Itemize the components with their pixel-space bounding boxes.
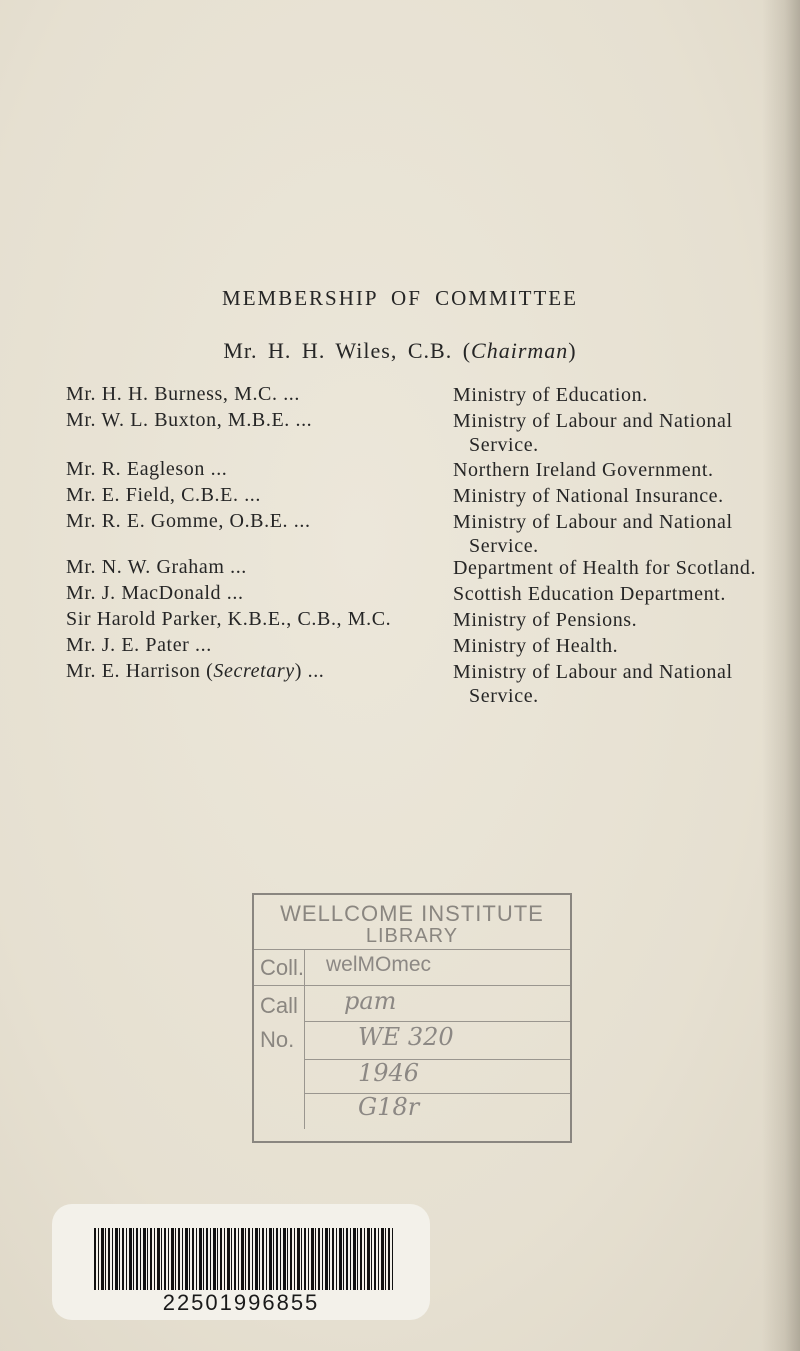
stamp-column-rule bbox=[304, 949, 305, 1129]
stamp-shelfmark: WE 320 bbox=[358, 1023, 454, 1051]
stamp-rule bbox=[304, 1059, 570, 1060]
chairman-line: Mr. H. H. Wiles, C.B. (Chairman) bbox=[223, 338, 577, 363]
member-department: Ministry of Labour and National bbox=[453, 511, 733, 533]
member-name: Mr. J. E. Pater bbox=[66, 634, 190, 656]
member-department-cont: Service. bbox=[469, 535, 539, 557]
document-page: MEMBERSHIP OF COMMITTEE Mr. H. H. Wiles, C.B. (Chairman) Mr. H. H. Burness, M.C. ... Ministry of Education. Mr. W. L. Buxton, M.B.E. ... Ministry of Labour and National Service. Mr. R. Eagleson ... Northern Ireland Government. Mr. E. Field, C.B.E. ... Ministry of National Insurance. Mr. R. E. Gomme, O.B.E. ... Ministry of Labour and National Service. Mr. N. W. Graham ... Department of Health for Scotland. Mr. J. MacDonald ... Scottish Education Department. Sir Harold Parker, K.B.E., C.B., M.C. Ministry of Pensions. Mr. J. E. Pater ... Ministry of Health. Mr. E. Harrison (Secretary) ... Ministry of Labour and National Service. WELLCOME INSTITUTE LIBRARY Coll. welMOmec Call pam No. WE 320 1946 G18r 22501996855 bbox=[0, 0, 800, 1351]
member-department: Ministry of Health. bbox=[453, 635, 619, 657]
stamp-rule bbox=[254, 985, 570, 986]
barcode-number: 22501996855 bbox=[162, 1290, 320, 1315]
member-name: Mr. E. Harrison bbox=[66, 660, 201, 682]
member-department: Scottish Education Department. bbox=[453, 583, 726, 605]
member-name: Mr. E. Field, C.B.E. bbox=[66, 484, 239, 506]
stamp-rule bbox=[304, 1093, 570, 1094]
member-department-cont: Service. bbox=[469, 685, 539, 707]
member-role: Secretary bbox=[213, 660, 295, 682]
stamp-year: 1946 bbox=[358, 1059, 420, 1087]
member-name: Mr. R. E. Gomme, O.B.E. bbox=[66, 510, 289, 532]
document-title: MEMBERSHIP OF COMMITTEE bbox=[222, 286, 578, 310]
stamp-cutter: G18r bbox=[358, 1093, 420, 1121]
stamp-rule bbox=[304, 1021, 570, 1022]
member-department: Department of Health for Scotland. bbox=[453, 557, 757, 579]
stamp-call-value: pam bbox=[344, 987, 397, 1015]
member-department: Northern Ireland Government. bbox=[453, 459, 714, 481]
stamp-no-label: No. bbox=[260, 1027, 295, 1052]
chairman-name: Mr. H. H. Wiles, C.B. bbox=[223, 338, 453, 363]
library-stamp bbox=[252, 893, 572, 1143]
member-department: Ministry of Labour and National bbox=[453, 661, 733, 683]
leader-dots: ... bbox=[210, 458, 228, 480]
member-name: Sir Harold Parker, K.B.E., C.B., M.C. bbox=[66, 608, 392, 630]
leader-dots: ... bbox=[295, 409, 313, 431]
barcode-label bbox=[52, 1204, 430, 1320]
leader-dots: ... bbox=[195, 634, 212, 656]
chairman-role: Chairman bbox=[471, 338, 569, 363]
stamp-coll-value: welMOmec bbox=[326, 953, 432, 976]
member-name: Mr. H. H. Burness, M.C. bbox=[66, 383, 278, 405]
member-department: Ministry of Pensions. bbox=[453, 609, 638, 631]
member-name: Mr. N. W. Graham bbox=[66, 556, 225, 578]
member-name: Mr. W. L. Buxton, M.B.E. bbox=[66, 409, 290, 431]
member-name: Mr. R. Eagleson bbox=[66, 458, 205, 480]
stamp-library: LIBRARY bbox=[365, 925, 459, 947]
stamp-rule bbox=[254, 949, 570, 950]
leader-dots: ... bbox=[244, 484, 261, 506]
member-department: Ministry of National Insurance. bbox=[453, 485, 724, 507]
member-name: Mr. J. MacDonald bbox=[66, 582, 222, 604]
leader-dots: ... bbox=[307, 660, 325, 682]
barcode-icon bbox=[94, 1228, 394, 1290]
stamp-institute: WELLCOME INSTITUTE bbox=[280, 901, 544, 926]
leader-dots: ... bbox=[283, 383, 301, 405]
member-department-cont: Service. bbox=[469, 434, 539, 456]
leader-dots: ... bbox=[293, 510, 311, 532]
stamp-coll-label: Coll. bbox=[260, 955, 305, 980]
member-department: Ministry of Labour and National bbox=[453, 410, 733, 432]
member-department: Ministry of Education. bbox=[453, 384, 648, 406]
leader-dots: ... bbox=[230, 556, 247, 578]
leader-dots: ... bbox=[226, 582, 244, 604]
stamp-call-label: Call bbox=[260, 993, 298, 1018]
